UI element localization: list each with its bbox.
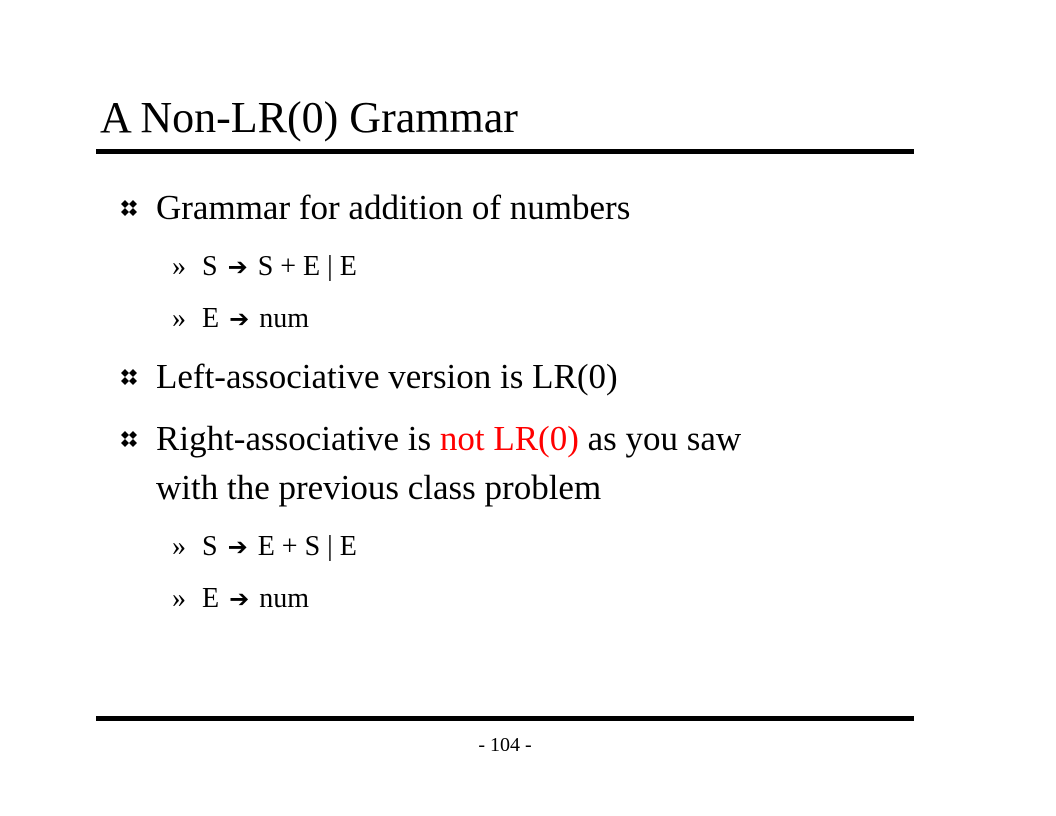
sub-bullet-marker: » (172, 303, 186, 334)
bullet-left-associative: Left-associative version is LR(0) (156, 357, 618, 396)
footer-divider (96, 716, 914, 721)
right-arrow-icon: ➔ (227, 253, 248, 281)
production-rule (172, 582, 309, 616)
bullet-grammar-addition: Grammar for addition of numbers (156, 188, 631, 227)
bullet-right-associative-line2: with the previous class problem (156, 468, 602, 507)
production-rule (172, 302, 309, 336)
title-divider (96, 149, 914, 154)
highlighted-text: not LR(0) (439, 419, 579, 458)
production-lhs: S (202, 531, 218, 562)
right-arrow-icon: ➔ (229, 305, 250, 333)
bullet-right-associative (156, 416, 741, 462)
slide-title: A Non-LR(0) Grammar (100, 93, 518, 142)
four-diamond-bullet-icon (121, 200, 137, 216)
four-diamond-bullet-icon (121, 431, 137, 447)
right-arrow-icon: ➔ (227, 533, 248, 561)
production-rhs: S + E | E (257, 251, 357, 282)
production-lhs: E (202, 303, 220, 334)
production-rhs: num (259, 583, 309, 614)
production-rule (172, 250, 357, 284)
production-rhs: E + S | E (257, 531, 357, 562)
four-diamond-bullet-icon (121, 369, 137, 385)
page-number: - 104 - (478, 734, 532, 756)
bullet-text: as you saw (578, 419, 742, 458)
production-lhs: E (202, 583, 220, 614)
sub-bullet-marker: » (172, 583, 186, 614)
right-arrow-icon: ➔ (229, 585, 250, 613)
production-lhs: S (202, 251, 218, 282)
bullet-text: Right-associative is (156, 419, 440, 458)
sub-bullet-marker: » (172, 251, 186, 282)
production-rhs: num (259, 303, 309, 334)
production-rule (172, 530, 357, 564)
sub-bullet-marker: » (172, 531, 186, 562)
